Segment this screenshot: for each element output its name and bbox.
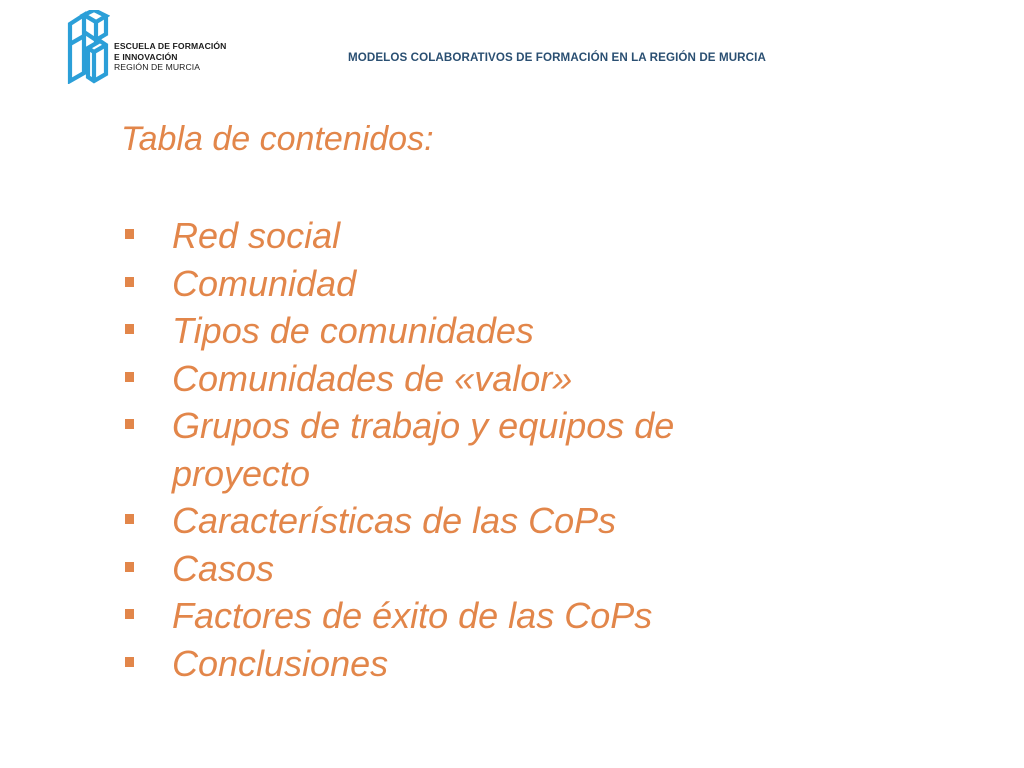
square-bullet-icon <box>125 229 134 239</box>
toc-item-comunidad <box>121 260 821 308</box>
toc-item-label: Factores de éxito de las CoPs <box>172 595 653 636</box>
toc-item-grupos-de-trabajo <box>121 402 821 497</box>
square-bullet-icon <box>125 372 134 382</box>
efi-logo-icon <box>66 10 110 84</box>
square-bullet-icon <box>125 419 134 429</box>
square-bullet-icon <box>125 562 134 572</box>
square-bullet-icon <box>125 277 134 287</box>
toc-item-conclusiones <box>121 640 821 688</box>
square-bullet-icon <box>125 324 134 334</box>
logo-line-3: REGIÓN DE MURCIA <box>114 62 201 73</box>
logo-wordmark <box>114 41 226 73</box>
square-bullet-icon <box>125 657 134 667</box>
logo-line-1: ESCUELA DE FORMACIÓN <box>114 41 227 51</box>
toc-item-label: Grupos de trabajo y equipos de proyecto <box>172 405 675 494</box>
square-bullet-icon <box>125 609 134 619</box>
toc-title: Tabla de contenidos: <box>121 120 434 158</box>
toc-item-tipos-de-comunidades <box>121 307 821 355</box>
toc-item-comunidades-de-valor <box>121 355 821 403</box>
toc-item-casos <box>121 545 821 593</box>
toc-item-label: Tipos de comunidades <box>172 310 534 351</box>
toc-item-label: Comunidades de «valor» <box>172 357 573 399</box>
logo <box>66 10 241 86</box>
toc-item-label: Red social <box>172 215 341 256</box>
toc-list <box>121 212 821 687</box>
toc-item-label: Conclusiones <box>172 642 389 684</box>
square-bullet-icon <box>125 514 134 524</box>
toc-item-label: Comunidad <box>172 262 357 304</box>
toc-item-red-social <box>121 212 821 260</box>
logo-line-2: E INNOVACIÓN <box>114 51 178 62</box>
toc-item-label: Casos <box>172 547 275 589</box>
toc-item-caracteristicas <box>121 497 821 545</box>
toc-item-factores-de-exito <box>121 592 821 640</box>
header-title: MODELOS COLABORATIVOS DE FORMACIÓN EN LA REGIÓN DE MURCIA <box>348 51 766 64</box>
toc-item-label: Características de las CoPs <box>172 500 617 541</box>
